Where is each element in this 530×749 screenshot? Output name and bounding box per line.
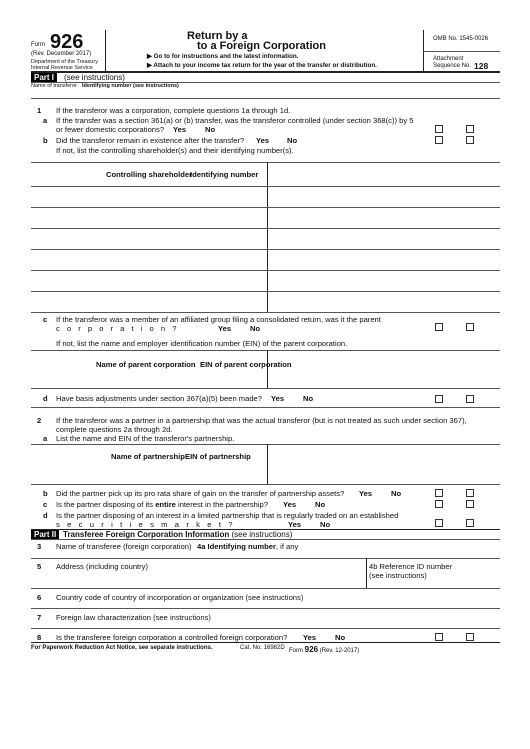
q2c-no-checkbox[interactable] — [466, 500, 474, 508]
q4a-text-note: , if any — [275, 542, 299, 551]
q2b-no-checkbox[interactable] — [466, 489, 474, 497]
q1b-number: b — [43, 136, 48, 145]
form-number: 926 — [50, 31, 84, 53]
q1c-no-label: No — [250, 324, 261, 333]
sequence-number: 128 — [474, 61, 489, 71]
q1a-text-2: or fewer domestic corporations? — [56, 125, 165, 134]
transferor-name-label: Name of transferor — [31, 83, 77, 89]
instructions-line-2: ▶ Attach to your income tax return for the year of the transfer or distribution. — [147, 62, 377, 69]
q2c-yes-checkbox[interactable] — [435, 500, 443, 508]
rev-date: (Rev. December 2017) — [31, 51, 92, 57]
part-2-title — [63, 530, 292, 539]
q7-number: 7 — [37, 613, 42, 622]
q7-text: Foreign law characterization (see instructions) — [56, 613, 211, 622]
q1c-yes-label: Yes — [218, 324, 232, 333]
q3-number: 3 — [37, 542, 42, 551]
q2c-yes-label: Yes — [283, 500, 297, 509]
ctrl-row-line — [31, 291, 500, 292]
rule — [31, 558, 500, 559]
q2b-no-label: No — [391, 489, 402, 498]
q8-yes-label: Yes — [303, 633, 317, 642]
q8-no-label: No — [335, 633, 346, 642]
q2c-text-b: interest in the partnership? — [175, 500, 268, 509]
q1c-text-1: If the transferor was a member of an affiliated group filing a consolidated return, was it the parent — [56, 315, 381, 324]
cat-number: Cat. No. 16982D — [240, 645, 285, 651]
rule — [31, 539, 500, 540]
q2c-text — [56, 500, 268, 509]
footer-form-word: Form — [289, 648, 303, 654]
instructions-line-1: ▶ Go to for instructions and the latest information. — [147, 53, 299, 60]
q1d-no-checkbox[interactable] — [466, 395, 474, 403]
q1c-note: If not, list the name and employer identification number (EIN) of the parent corporation. — [56, 339, 348, 348]
form-title-1: Return by a — [187, 30, 248, 42]
q4b-text-2: (see instructions) — [369, 571, 427, 580]
q2-text-2: complete questions 2a through 2d. — [56, 425, 173, 434]
rule — [31, 407, 500, 408]
dept-irs: Internal Revenue Service — [31, 65, 93, 71]
rule — [31, 98, 500, 99]
q2-text-1: If the transferor was a partner in a partnership that was the actual transferor (but is not treated as such under section 367), — [56, 416, 467, 425]
rule — [31, 388, 500, 389]
rule — [31, 162, 500, 163]
q2d-yes-checkbox[interactable] — [435, 519, 443, 527]
q2b-number: b — [43, 489, 48, 498]
q1c-no-checkbox[interactable] — [466, 323, 474, 331]
q4a-text-bold: 4a Identifying number — [197, 542, 276, 551]
q5-number: 5 — [37, 562, 42, 571]
q2c-number: c — [43, 500, 48, 509]
parent-col-header-name: Name of parent corporation — [96, 360, 196, 369]
q1d-number: d — [43, 394, 48, 403]
rule — [31, 588, 500, 589]
q1-number: 1 — [37, 106, 42, 115]
ctrl-row-line — [31, 186, 500, 187]
footer-form-id — [289, 645, 359, 654]
q2b-yes-label: Yes — [359, 489, 373, 498]
ctrl-row-line — [31, 249, 500, 250]
q4b-text-1: 4b Reference ID number — [369, 562, 453, 571]
q2a-text: List the name and EIN of the transferor's partnership. — [56, 434, 235, 443]
q2d-no-checkbox[interactable] — [466, 519, 474, 527]
q2d-number: d — [43, 511, 48, 520]
q1b-note: If not, list the controlling shareholder(s) and their identifying number(s). — [56, 146, 294, 155]
part-1-title: (see instructions) — [64, 73, 125, 82]
transferor-id-label: Identifying number (see instructions) — [82, 83, 179, 89]
rule — [31, 628, 500, 629]
ctrl-table-col-divider — [267, 162, 268, 312]
ctrl-col-header-id: Identifying number — [190, 170, 259, 179]
rule — [31, 484, 500, 485]
sequence-label: Sequence No. — [433, 63, 472, 69]
q1c-yes-checkbox[interactable] — [435, 323, 443, 331]
omb-divider — [423, 51, 500, 52]
q1a-no-checkbox[interactable] — [466, 125, 474, 133]
omb-number: OMB No. 1545-0026 — [433, 36, 489, 42]
paperwork-notice: For Paperwork Reduction Act Notice, see separate instructions. — [31, 645, 213, 651]
q2c-text-bold: entire — [155, 500, 176, 509]
rule — [31, 608, 500, 609]
q2d-text-2: s e c u r i t i e s m a r k e t ? — [56, 520, 236, 529]
q3-text: Name of transferee (foreign corporation) — [56, 542, 192, 551]
q8-yes-checkbox[interactable] — [435, 633, 443, 641]
q5-text: Address (including country) — [56, 562, 149, 571]
pship-col-header-name: Name of partnership — [111, 452, 185, 461]
q8-number: 8 — [37, 633, 42, 642]
q4a-text — [197, 542, 298, 551]
attachment-label: Attachment — [433, 56, 464, 62]
q2c-text-a: Is the partner disposing of its — [56, 500, 156, 509]
rule — [31, 350, 500, 351]
dept-treasury: Department of the Treasury — [31, 59, 98, 65]
q1d-yes-label: Yes — [271, 394, 285, 403]
parent-table-col-divider — [267, 350, 268, 388]
q1-text: If the transferor was a corporation, complete questions 1a through 1d. — [56, 106, 291, 115]
q1d-yes-checkbox[interactable] — [435, 395, 443, 403]
q1b-yes-label: Yes — [256, 136, 270, 145]
q2d-text-1: Is the partner disposing of an interest in a limited partnership that is regularly traded on an established — [56, 511, 399, 520]
q1a-number: a — [43, 116, 48, 125]
q1c-text-2: c o r p o r a t i o n ? — [56, 324, 179, 333]
ctrl-row-line — [31, 312, 500, 313]
q1c-number: c — [43, 315, 48, 324]
part-2-title-bold: Transferee Foreign Corporation Information — [63, 530, 230, 539]
q2d-no-label: No — [320, 520, 331, 529]
ctrl-row-line — [31, 228, 500, 229]
q2d-yes-label: Yes — [288, 520, 302, 529]
footer-form-number: 926 — [304, 645, 319, 654]
q8-no-checkbox[interactable] — [466, 633, 474, 641]
q4b-divider — [366, 558, 367, 588]
q1a-yes-checkbox[interactable] — [435, 125, 443, 133]
footer-rev: (Rev. 12-2017) — [319, 648, 360, 654]
rule — [31, 642, 500, 643]
ctrl-col-header-name: Controlling shareholder — [106, 170, 193, 179]
q1a-no-label: No — [205, 125, 216, 134]
q6-text: Country code of country of incorporation or organization (see instructions) — [56, 593, 304, 602]
q1a-yes-label: Yes — [173, 125, 187, 134]
q6-number: 6 — [37, 593, 42, 602]
rule — [31, 444, 500, 445]
form-title-2: to a Foreign Corporation — [197, 40, 326, 52]
q2a-number: a — [43, 434, 48, 443]
pship-col-header-ein: EIN of partnership — [185, 452, 251, 461]
q2b-text: Did the partner pick up its pro rata share of gain on the transfer of partnership assets? — [56, 489, 345, 498]
header-divider-left — [105, 30, 106, 71]
q1d-text: Have basis adjustments under section 367(a)(5) been made? — [56, 394, 262, 403]
q1b-no-label: No — [287, 136, 298, 145]
form-word: Form — [31, 42, 45, 48]
pship-table-col-divider — [267, 444, 268, 484]
part-2-label: Part II — [31, 530, 59, 539]
q1b-no-checkbox[interactable] — [466, 136, 474, 144]
q1d-no-label: No — [303, 394, 314, 403]
q2b-yes-checkbox[interactable] — [435, 489, 443, 497]
q1a-text-1: If the transfer was a section 361(a) or (b) transfer, was the transferor controlled (under section 368(c)) by 5 — [56, 116, 414, 125]
ctrl-row-line — [31, 207, 500, 208]
q1b-text: Did the transferor remain in existence after the transfer? — [56, 136, 245, 145]
q2c-no-label: No — [315, 500, 326, 509]
part-1-label: Part I — [31, 73, 57, 82]
q8-text: Is the transferee foreign corporation a controlled foreign corporation? — [56, 633, 288, 642]
q2-number: 2 — [37, 416, 42, 425]
ctrl-row-line — [31, 270, 500, 271]
q1b-yes-checkbox[interactable] — [435, 136, 443, 144]
parent-col-header-ein: EIN of parent corporation — [200, 360, 292, 369]
part-2-title-note: (see instructions) — [231, 530, 293, 539]
